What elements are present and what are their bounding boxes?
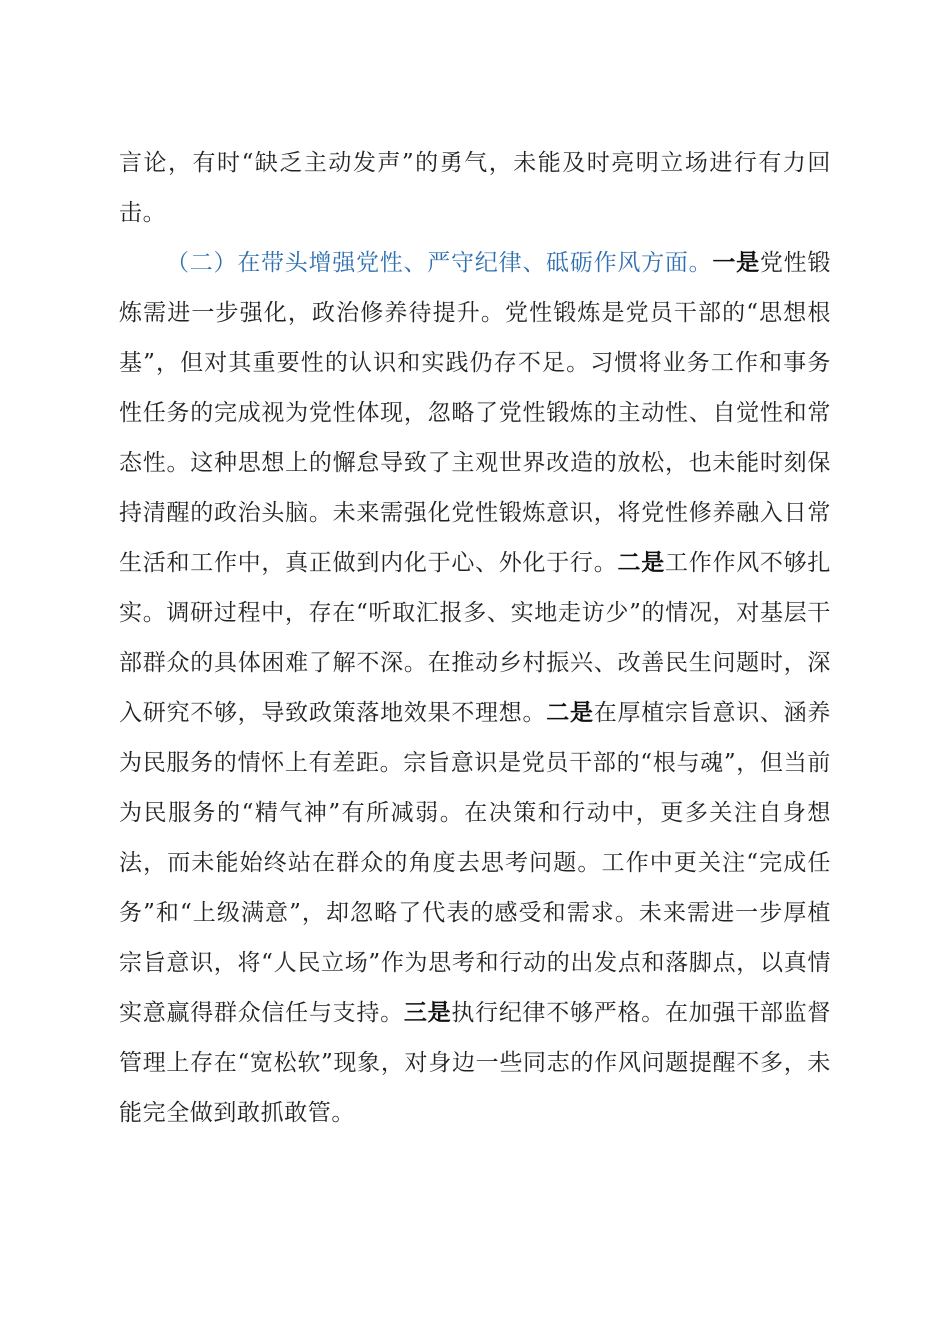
paragraph-section-two [119,238,831,1138]
point-text-second: 工作作风不够扎实。调研过程中，存在“听取汇报多、实地走访少”的情况，对基层干部群众的具体困难了解不深。在推动乡村振兴、改善民生问题时，深入研究不够，导致政策落地效果不理想。 [119,550,832,726]
point-marker-first: 一是 [712,249,760,276]
paragraph-continuation [119,138,831,238]
paragraph-continuation-text: 言论，有时“缺乏主动发声”的勇气，未能及时亮明立场进行有力回击。 [119,150,831,226]
point-marker-second: 二是 [617,549,665,576]
point-marker-second-repeat: 二是 [546,699,594,726]
document-body [119,138,831,1138]
point-marker-third: 三是 [403,999,452,1026]
point-text-second-repeat: 在厚植宗旨意识、涵养为民服务的情怀上有差距。宗旨意识是党员干部的“根与魂”，但当前为民服务的“精气神”有所减弱。在决策和行动中，更多关注自身想法，而未能始终站在群众的角度去思考问题。工作中更关注“完成任务”和“上级满意”，却忽略了代表的感受和需求。未来需进一步厚植宗旨意识，将“人民立场”作为思考和行动的出发点和落脚点，以真情实意赢得群众信任与支持。 [119,700,832,1026]
section-heading: （二）在带头增强党性、严守纪律、砥砺作风方面。 [166,250,713,276]
point-text-third: 执行纪律不够严格。在加强干部监督管理上存在“宽松软”现象，对身边一些同志的作风问题提醒不多，未能完全做到敢抓敢管。 [119,1000,832,1126]
point-text-first: 党性锻炼需进一步强化，政治修养待提升。党性锻炼是党员干部的“思想根基”，但对其重要性的认识和实践仍存不足。习惯将业务工作和事务性任务的完成视为党性体现，忽略了党性锻炼的主动性、自觉性和常态性。这种思想上的懈怠导致了主观世界改造的放松，也未能时刻保持清醒的政治头脑。未来需强化党性锻炼意识，将党性修养融入日常生活和工作中，真正做到内化于心、外化于行。 [119,250,831,576]
